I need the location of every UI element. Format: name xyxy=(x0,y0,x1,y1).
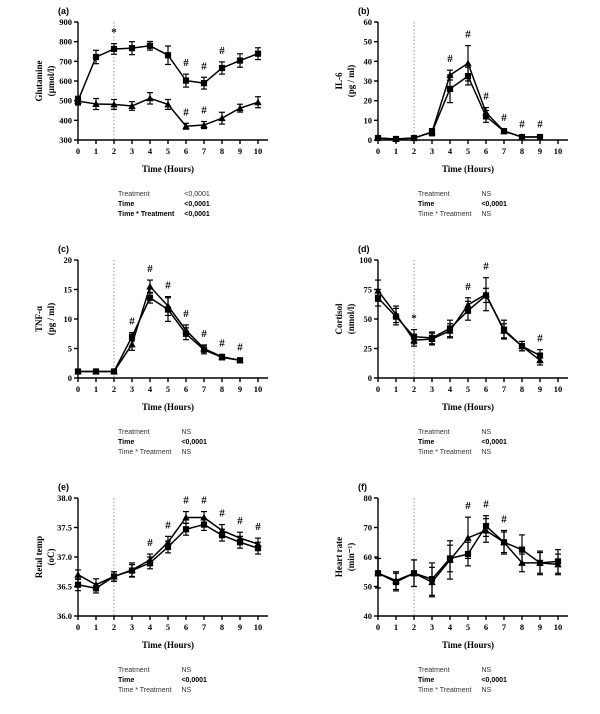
stats-row xyxy=(418,676,507,686)
x-tick-label: 10 xyxy=(553,146,563,156)
y-tick-label: 10 xyxy=(363,115,372,126)
x-tick-label: 10 xyxy=(553,384,563,394)
chart-svg-b xyxy=(300,0,600,175)
data-point-square xyxy=(147,295,153,301)
y-tick-label: 20 xyxy=(363,95,372,106)
stats-key: Treatment xyxy=(118,191,150,198)
y-tick-label: 500 xyxy=(59,95,72,106)
x-tick-label: 0 xyxy=(375,622,381,632)
x-tick-label: 4 xyxy=(447,622,453,632)
x-tick-label: 2 xyxy=(111,384,117,394)
stats-value: NS xyxy=(181,449,192,456)
chart-svg-e xyxy=(0,476,300,651)
stats-row xyxy=(118,190,210,200)
data-point-square xyxy=(93,54,99,60)
x-axis-label: Time (Hours) xyxy=(141,164,195,174)
hash-annotation: # xyxy=(219,507,225,520)
x-tick-label: 9 xyxy=(537,146,543,156)
y-tick-label: 5 xyxy=(67,343,72,354)
data-point-triangle xyxy=(464,60,471,67)
y-tick-label: 36.0 xyxy=(57,611,72,621)
data-point-triangle xyxy=(374,287,381,294)
stats-key: Treatment xyxy=(418,191,450,198)
stats-row xyxy=(418,428,507,438)
x-tick-label: 9 xyxy=(237,384,243,394)
data-point-square xyxy=(519,547,525,553)
x-tick-label: 1 xyxy=(93,622,99,632)
stats-key: Treatment xyxy=(118,429,150,436)
stats-key: Time * Treatment xyxy=(118,687,172,694)
stats-key: Time xyxy=(418,201,435,208)
x-tick-label: 7 xyxy=(201,622,207,632)
data-point-square xyxy=(183,78,189,84)
data-point-square xyxy=(165,52,171,58)
y-tick-label: 15 xyxy=(63,284,72,295)
panel-label-d: (d) xyxy=(358,244,370,254)
panel-label-a: (a) xyxy=(58,6,69,16)
panel-label-e: (e) xyxy=(58,482,69,492)
hash-annotation: # xyxy=(129,315,135,328)
hash-annotation: # xyxy=(147,263,153,276)
x-tick-label: 6 xyxy=(483,622,489,632)
chart-svg-d xyxy=(300,238,600,413)
x-tick-label: 1 xyxy=(93,146,99,156)
stats-value: NS xyxy=(481,429,492,436)
x-tick-label: 2 xyxy=(411,622,417,632)
hash-annotation: # xyxy=(183,57,189,70)
y-tick-label: 900 xyxy=(59,17,72,27)
data-point-square xyxy=(201,521,207,527)
hash-annotation: # xyxy=(183,307,189,320)
stats-key: Time * Treatment xyxy=(118,449,172,456)
y-tick-label: 60 xyxy=(363,17,372,27)
x-tick-label: 4 xyxy=(147,622,153,632)
stats-value: NS xyxy=(181,667,192,674)
stats-key: Time xyxy=(118,677,135,684)
data-point-triangle xyxy=(464,301,471,308)
x-tick-label: 1 xyxy=(393,384,399,394)
x-tick-label: 9 xyxy=(537,622,543,632)
x-tick-label: 3 xyxy=(129,384,135,394)
y-tick-label: 600 xyxy=(59,76,72,86)
y-axis-label-line1: Heart rate xyxy=(334,536,344,578)
hash-annotation: # xyxy=(201,494,207,507)
y-tick-label: 50 xyxy=(363,581,372,592)
y-axis-label-line2: (µmol/l) xyxy=(46,65,56,97)
stats-value: <0,0001 xyxy=(181,439,207,446)
stats-value: <0,0001 xyxy=(481,677,507,684)
y-axis-label-line2: (pg / ml) xyxy=(346,64,356,98)
hash-annotation: # xyxy=(237,515,243,528)
y-tick-label: 40 xyxy=(363,611,372,621)
x-tick-label: 7 xyxy=(201,146,207,156)
y-tick-label: 100 xyxy=(359,255,372,265)
chart-panel-f xyxy=(300,476,600,714)
data-point-square xyxy=(465,308,471,314)
x-tick-label: 8 xyxy=(519,622,525,632)
stats-value: NS xyxy=(181,687,192,694)
x-tick-label: 5 xyxy=(165,146,171,156)
stats-row xyxy=(418,438,507,448)
x-tick-label: 9 xyxy=(537,384,543,394)
stats-value: <0,0001 xyxy=(481,439,507,446)
data-point-square xyxy=(75,582,81,588)
stats-block-d xyxy=(418,428,507,458)
x-tick-label: 8 xyxy=(219,622,225,632)
hash-annotation: # xyxy=(219,337,225,350)
stats-key: Treatment xyxy=(418,429,450,436)
data-point-square xyxy=(129,334,135,340)
stats-row xyxy=(118,666,207,676)
hash-annotation: # xyxy=(465,280,471,293)
stats-row xyxy=(418,686,507,696)
y-tick-label: 40 xyxy=(363,56,372,67)
hash-annotation: # xyxy=(165,519,171,532)
x-tick-label: 5 xyxy=(165,622,171,632)
hash-annotation: # xyxy=(201,60,207,73)
data-point-square xyxy=(375,295,381,301)
x-tick-label: 10 xyxy=(253,146,263,156)
chart-panel-a xyxy=(0,0,300,238)
hash-annotation: # xyxy=(147,537,153,550)
x-tick-label: 7 xyxy=(201,384,207,394)
y-tick-label: 30 xyxy=(363,76,372,86)
x-tick-label: 7 xyxy=(501,146,507,156)
y-tick-label: 50 xyxy=(363,36,372,47)
stats-row xyxy=(418,448,507,458)
stats-row xyxy=(118,210,210,220)
stats-value: NS xyxy=(181,429,192,436)
hash-annotation: # xyxy=(501,111,507,124)
stats-block-a xyxy=(118,190,210,220)
stats-block-e xyxy=(118,666,207,696)
panel-label-b: (b) xyxy=(358,6,370,16)
stats-key: Time xyxy=(418,677,435,684)
stats-block-f xyxy=(418,666,507,696)
y-tick-label: 0 xyxy=(367,135,372,145)
y-tick-label: 300 xyxy=(59,135,72,145)
x-tick-label: 5 xyxy=(465,622,471,632)
x-tick-label: 0 xyxy=(75,384,81,394)
y-tick-label: 10 xyxy=(63,314,72,324)
series-line-square xyxy=(78,298,240,372)
x-tick-label: 0 xyxy=(75,622,81,632)
data-point-triangle xyxy=(254,99,261,106)
stats-row xyxy=(118,686,207,696)
y-tick-label: 20 xyxy=(63,255,72,265)
x-tick-label: 7 xyxy=(501,384,507,394)
x-tick-label: 9 xyxy=(237,146,243,156)
series-line-triangle xyxy=(378,291,540,361)
hash-annotation: # xyxy=(237,341,243,354)
hash-annotation: # xyxy=(447,53,453,66)
y-axis-label-line1: IL-6 xyxy=(334,72,344,90)
series-line-square xyxy=(378,76,540,139)
data-point-triangle xyxy=(74,571,81,578)
hash-annotation: # xyxy=(465,28,471,41)
hash-annotation: # xyxy=(183,494,189,507)
stats-row xyxy=(118,676,207,686)
x-tick-label: 2 xyxy=(111,146,117,156)
stats-key: Treatment xyxy=(418,667,450,674)
stats-row xyxy=(418,200,507,210)
x-tick-label: 5 xyxy=(465,146,471,156)
y-tick-label: 75 xyxy=(363,284,372,295)
stats-key: Time * Treatment xyxy=(118,211,175,218)
chart-svg-c xyxy=(0,238,300,413)
y-tick-label: 50 xyxy=(363,314,372,324)
x-tick-label: 9 xyxy=(237,622,243,632)
stats-row xyxy=(118,438,207,448)
x-axis-label: Time (Hours) xyxy=(441,164,495,174)
data-point-square xyxy=(111,46,117,52)
hash-annotation: # xyxy=(201,327,207,340)
y-axis-label-line1: Glutamine xyxy=(34,60,44,102)
chart-panel-b xyxy=(300,0,600,238)
data-point-square xyxy=(447,86,453,92)
x-tick-label: 2 xyxy=(411,384,417,394)
hash-annotation: # xyxy=(183,106,189,119)
x-tick-label: 8 xyxy=(219,384,225,394)
x-tick-label: 0 xyxy=(375,146,381,156)
x-axis-label: Time (Hours) xyxy=(441,402,495,412)
x-tick-label: 8 xyxy=(519,146,525,156)
x-tick-label: 8 xyxy=(519,384,525,394)
stats-value: NS xyxy=(481,191,492,198)
x-tick-label: 6 xyxy=(183,146,189,156)
x-tick-label: 4 xyxy=(447,146,453,156)
stats-row xyxy=(118,428,207,438)
x-axis-label: Time (Hours) xyxy=(141,402,195,412)
data-point-square xyxy=(255,51,261,57)
series-line-triangle xyxy=(78,287,240,372)
x-axis-label: Time (Hours) xyxy=(141,640,195,650)
stats-row xyxy=(418,210,507,220)
data-point-triangle xyxy=(146,95,153,102)
stats-key: Time * Treatment xyxy=(418,211,472,218)
x-tick-label: 2 xyxy=(411,146,417,156)
stats-value: <0,0001 xyxy=(481,201,507,208)
x-tick-label: 8 xyxy=(219,146,225,156)
x-tick-label: 2 xyxy=(111,622,117,632)
x-tick-label: 4 xyxy=(447,384,453,394)
x-tick-label: 3 xyxy=(429,146,435,156)
stats-value: NS xyxy=(481,449,492,456)
y-tick-label: 0 xyxy=(67,373,72,383)
hash-annotation: # xyxy=(219,44,225,57)
asterisk-annotation: * xyxy=(111,26,117,39)
data-point-square xyxy=(237,57,243,63)
stats-value: <0,0001 xyxy=(181,677,207,684)
hash-annotation: # xyxy=(483,90,489,103)
hash-annotation: # xyxy=(465,500,471,513)
x-axis-label: Time (Hours) xyxy=(441,640,495,650)
data-point-square xyxy=(465,551,471,557)
stats-row xyxy=(118,448,207,458)
x-tick-label: 0 xyxy=(75,146,81,156)
data-point-square xyxy=(465,73,471,79)
y-tick-label: 37.5 xyxy=(57,522,72,533)
chart-panel-d xyxy=(300,238,600,476)
x-tick-label: 7 xyxy=(501,622,507,632)
panel-label-c: (c) xyxy=(58,244,69,254)
x-tick-label: 6 xyxy=(183,384,189,394)
x-tick-label: 6 xyxy=(483,384,489,394)
x-tick-label: 3 xyxy=(129,146,135,156)
hash-annotation: # xyxy=(537,118,543,131)
x-tick-label: 0 xyxy=(375,384,381,394)
y-tick-label: 700 xyxy=(59,56,72,67)
y-tick-label: 36.5 xyxy=(57,581,72,592)
chart-panel-e xyxy=(0,476,300,714)
x-tick-label: 10 xyxy=(253,384,263,394)
y-tick-label: 800 xyxy=(59,36,72,47)
y-tick-label: 25 xyxy=(363,343,372,354)
x-tick-label: 3 xyxy=(429,384,435,394)
data-point-square xyxy=(219,65,225,71)
y-axis-label-line2: (nmol/l) xyxy=(346,303,356,335)
y-tick-label: 38.0 xyxy=(57,493,72,503)
x-tick-label: 4 xyxy=(147,146,153,156)
y-axis-label-line2: (min⁻¹) xyxy=(346,542,356,572)
stats-value: <0,0001 xyxy=(184,201,210,208)
stats-row xyxy=(118,200,210,210)
stats-key: Treatment xyxy=(118,667,150,674)
x-tick-label: 1 xyxy=(93,384,99,394)
hash-annotation: # xyxy=(165,279,171,292)
stats-key: Time * Treatment xyxy=(418,449,472,456)
x-tick-label: 6 xyxy=(483,146,489,156)
stats-key: Time xyxy=(118,201,135,208)
hash-annotation: # xyxy=(537,332,543,345)
x-tick-label: 4 xyxy=(147,384,153,394)
y-tick-label: 80 xyxy=(363,493,372,503)
stats-row xyxy=(418,666,507,676)
chart-svg-f xyxy=(300,476,600,651)
y-tick-label: 0 xyxy=(367,373,372,383)
stats-block-b xyxy=(418,190,507,220)
x-tick-label: 5 xyxy=(165,384,171,394)
y-tick-label: 400 xyxy=(59,115,72,126)
stats-value: NS xyxy=(481,687,492,694)
stats-key: Time xyxy=(118,439,135,446)
panel-label-f: (f) xyxy=(358,482,367,492)
x-tick-label: 10 xyxy=(253,622,263,632)
x-tick-label: 6 xyxy=(183,622,189,632)
y-axis-label-line2: (oC) xyxy=(46,548,56,566)
stats-value: <0,0001 xyxy=(184,191,210,198)
chart-svg-a xyxy=(0,0,300,175)
hash-annotation: # xyxy=(483,498,489,511)
data-point-square xyxy=(201,80,207,86)
stats-value: NS xyxy=(481,667,492,674)
stats-block-c xyxy=(118,428,207,458)
asterisk-annotation: * xyxy=(411,312,417,325)
x-tick-label: 3 xyxy=(129,622,135,632)
stats-row xyxy=(418,190,507,200)
y-axis-label-line1: TNF-α xyxy=(34,305,44,333)
stats-value: <0,0001 xyxy=(184,211,210,218)
data-point-square xyxy=(129,45,135,51)
y-tick-label: 60 xyxy=(363,552,372,562)
stats-key: Time xyxy=(418,439,435,446)
x-tick-label: 3 xyxy=(429,622,435,632)
data-point-square xyxy=(147,43,153,49)
y-axis-label-line1: Cortisol xyxy=(334,303,344,335)
chart-panel-c xyxy=(0,238,300,476)
hash-annotation: # xyxy=(519,118,525,131)
x-tick-label: 5 xyxy=(465,384,471,394)
stats-value: NS xyxy=(481,211,492,218)
y-axis-label-line2: (pg / ml) xyxy=(46,302,56,336)
data-point-triangle xyxy=(146,283,153,290)
x-tick-label: 10 xyxy=(553,622,563,632)
stats-key: Time * Treatment xyxy=(418,687,472,694)
series-line-triangle xyxy=(378,63,540,139)
hash-annotation: # xyxy=(201,104,207,117)
series-line-square xyxy=(378,295,540,355)
x-tick-label: 1 xyxy=(393,622,399,632)
hash-annotation: # xyxy=(501,513,507,526)
data-point-triangle xyxy=(218,114,225,121)
x-tick-label: 1 xyxy=(393,146,399,156)
data-point-triangle xyxy=(92,581,99,588)
hash-annotation: # xyxy=(255,521,261,534)
y-tick-label: 70 xyxy=(363,522,372,533)
hash-annotation: # xyxy=(483,260,489,273)
y-tick-label: 37.0 xyxy=(57,552,72,562)
y-axis-label-line1: Retal temp xyxy=(34,535,44,579)
data-point-square xyxy=(183,526,189,532)
